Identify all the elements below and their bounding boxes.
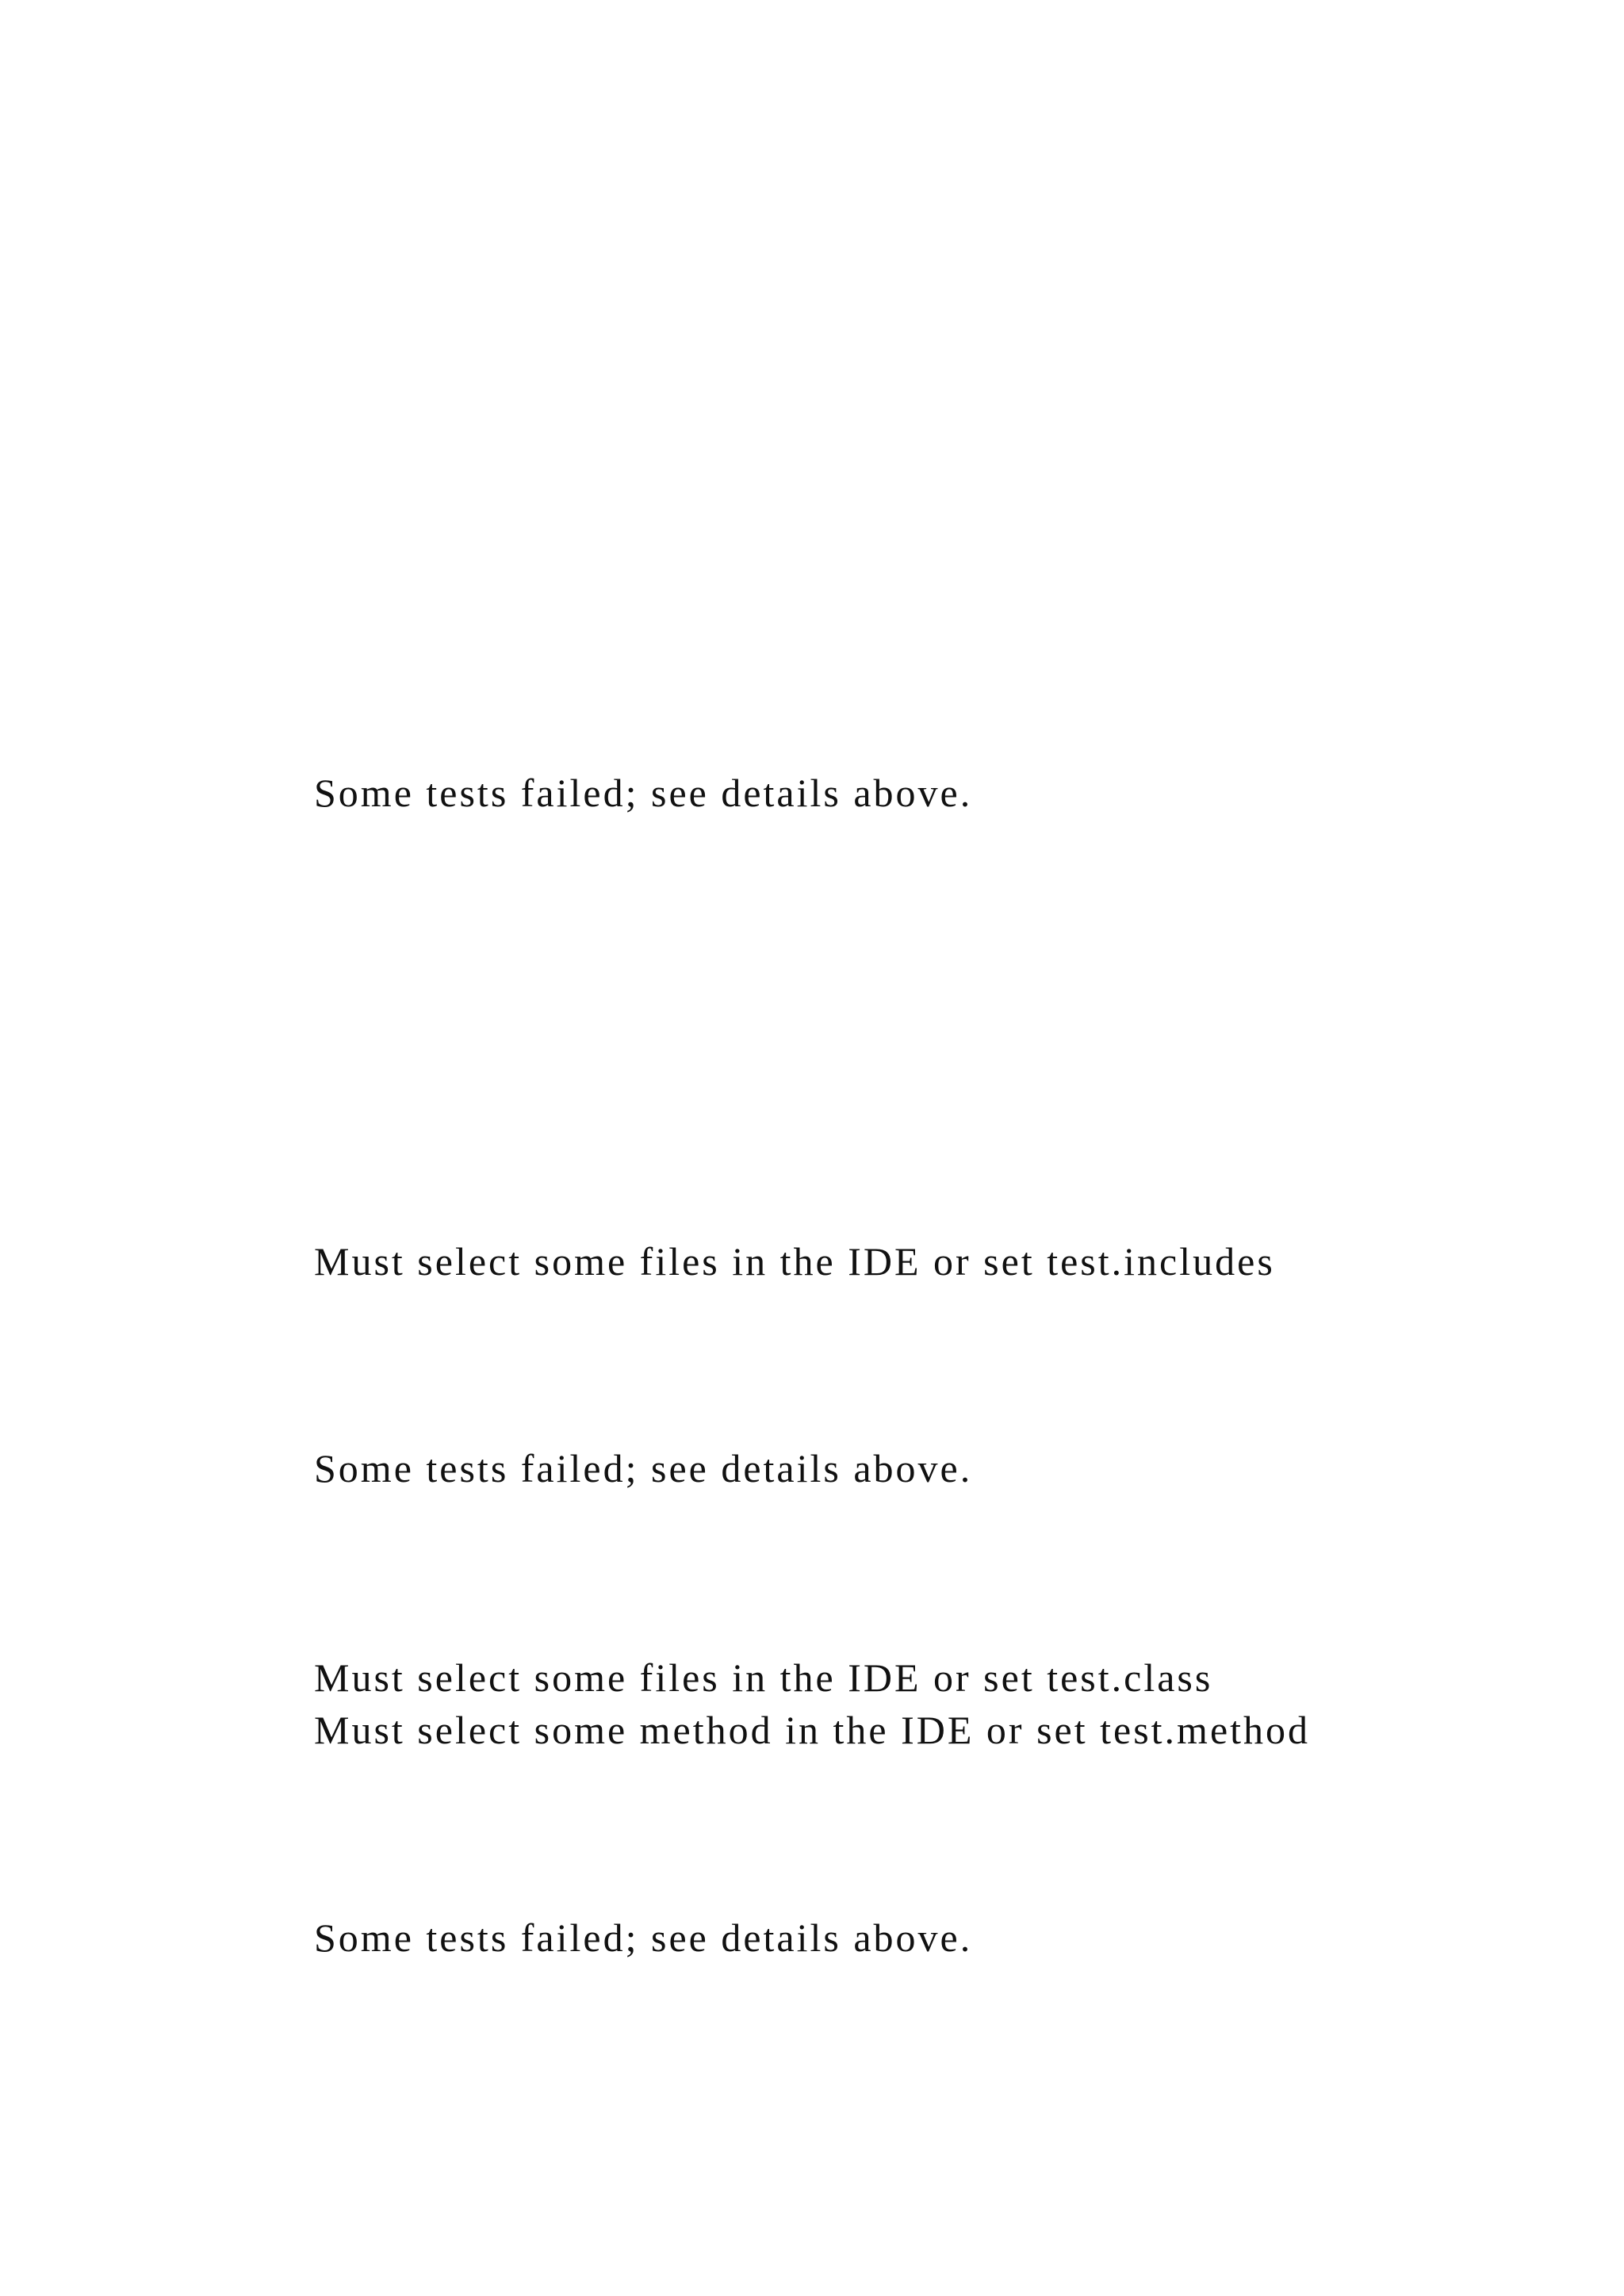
message-line-tests-failed: Some tests failed; see details above. xyxy=(314,1446,973,1490)
message-line-select-method: Must select some method in the IDE or set test.method xyxy=(314,1708,1311,1752)
message-line-tests-failed: Some tests failed; see details above. xyxy=(314,1915,973,1960)
message-line-select-class: Must select some files in the IDE or set test.class xyxy=(314,1655,1213,1700)
message-line-tests-failed: Some tests failed; see details above. xyxy=(314,771,973,815)
message-line-select-includes: Must select some files in the IDE or set test.includes xyxy=(314,1239,1275,1284)
